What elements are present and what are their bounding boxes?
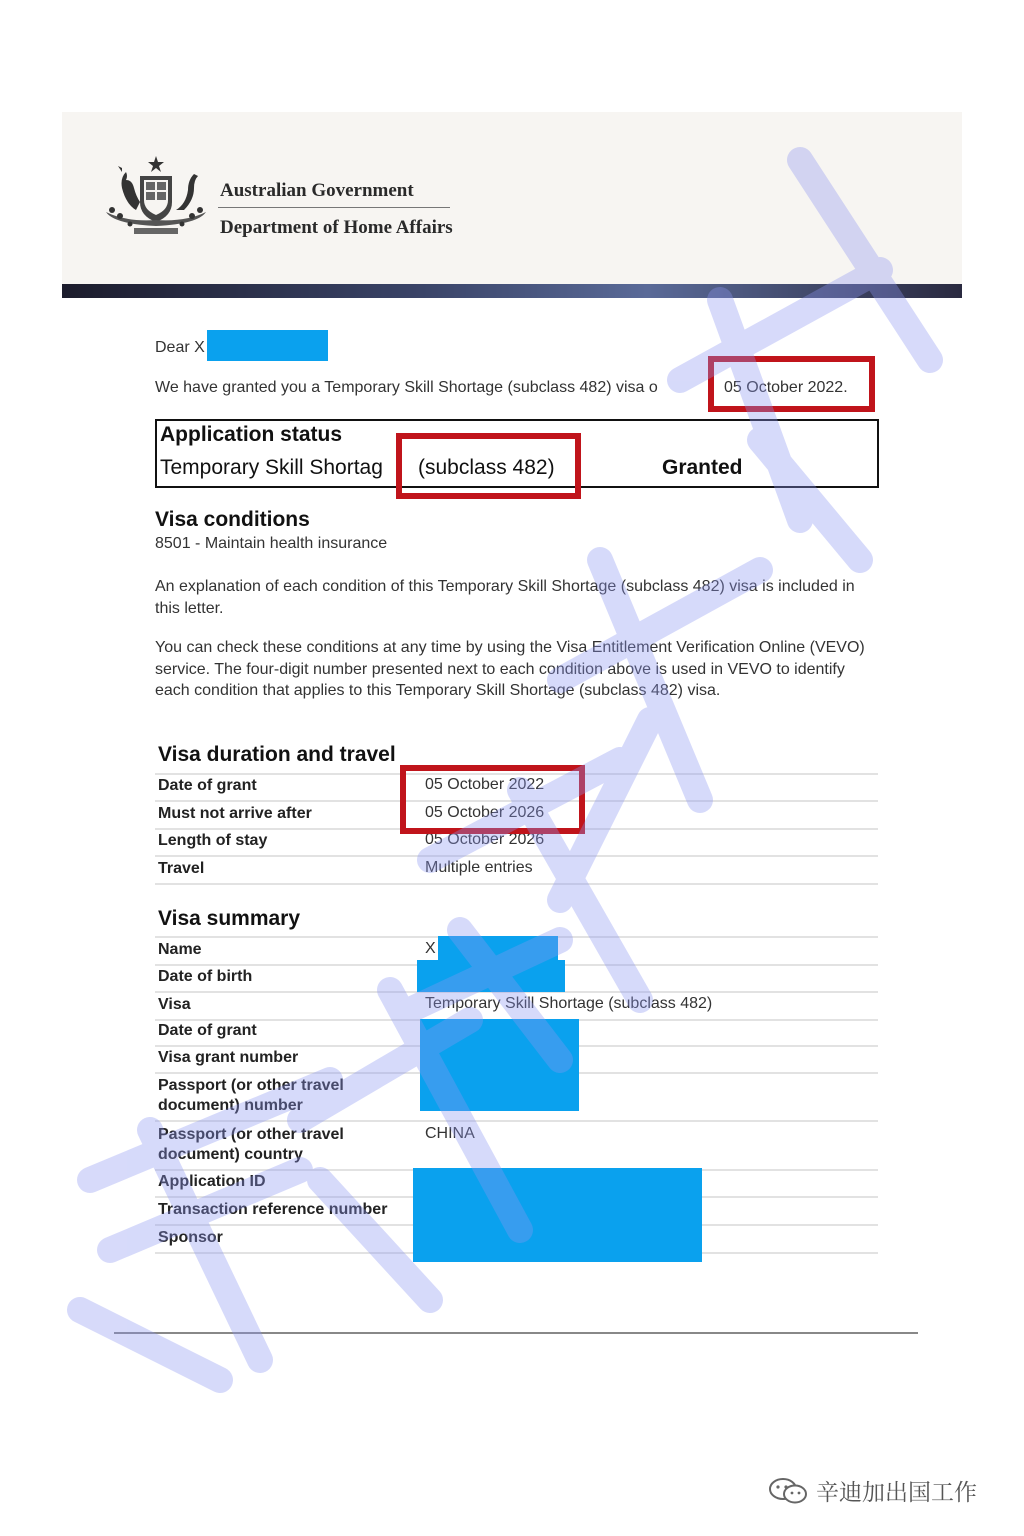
name-redaction [207,330,328,361]
grant-date: 05 October 2022. [724,379,848,396]
row-divider [155,855,878,857]
summary-label: Transaction reference number [158,1201,388,1218]
header-divider [218,207,450,208]
row-divider [155,1120,878,1122]
duration-label: Date of grant [158,777,257,794]
visa-summary-title: Visa summary [158,907,301,930]
duration-value: 05 October 2022 [425,776,545,793]
summary-label: Date of birth [158,968,253,985]
application-status-subclass: (subclass 482) [418,456,555,479]
duration-label: Must not arrive after [158,805,312,822]
row-divider [155,883,878,885]
summary-label: Passport (or other travel document) number [158,1077,344,1114]
summary-label: Application ID [158,1173,266,1190]
wechat-logo-icon [768,1476,810,1506]
summary-label: Passport (or other travel document) country [158,1126,344,1163]
application-details-redaction [413,1168,702,1262]
grant-sentence: We have granted you a Temporary Skill Shortage (subclass 482) visa o [155,379,658,396]
summary-value: Temporary Skill Shortage (subclass 482) [425,995,713,1012]
header-band [62,284,962,298]
grant-details-redaction [420,1019,579,1111]
summary-label: Visa [158,996,191,1013]
duration-value: Multiple entries [425,859,533,876]
salutation: Dear X [155,339,205,356]
application-status-visa: Temporary Skill Shortag [160,456,383,479]
duration-value: 05 October 2026 [425,831,545,848]
highlight-grant-date [708,356,875,412]
application-status-value: Granted [662,456,743,479]
footer-rule [114,1332,918,1334]
application-status-title: Application status [160,423,343,446]
summary-label: Name [158,941,202,958]
visa-duration-title: Visa duration and travel [158,743,396,766]
department-name: Department of Home Affairs [220,217,453,238]
coat-of-arms-icon [100,152,212,240]
summary-label: Date of grant [158,1022,257,1039]
conditions-explanation: An explanation of each condition of this Temporary Skill Shortage (subclass 482) visa is included in this letter. [155,578,855,617]
visa-condition-item: 8501 - Maintain health insurance [155,535,388,552]
dob-redaction [417,960,565,992]
summary-label: Visa grant number [158,1049,299,1066]
vevo-paragraph: You can check these conditions at any time by using the Visa Entitlement Verification Online (VEVO) service. The four-digit number presented next to each condition above is used in VEVO to identify each condition that applies to this Temporary Skill Shortage (subclass 482) visa. [155,639,865,700]
government-name: Australian Government [220,180,414,201]
highlight-validity-dates [400,765,585,834]
visa-conditions-title: Visa conditions [155,508,310,531]
footer-watermark-text: 辛迪加出国工作 [816,1480,977,1506]
duration-label: Length of stay [158,832,268,849]
summary-label: Sponsor [158,1229,223,1246]
summary-value: CHINA [425,1125,475,1142]
duration-label: Travel [158,860,205,877]
summary-value: X [425,940,436,957]
duration-value: 05 October 2026 [425,804,545,821]
highlight-subclass [396,433,581,499]
